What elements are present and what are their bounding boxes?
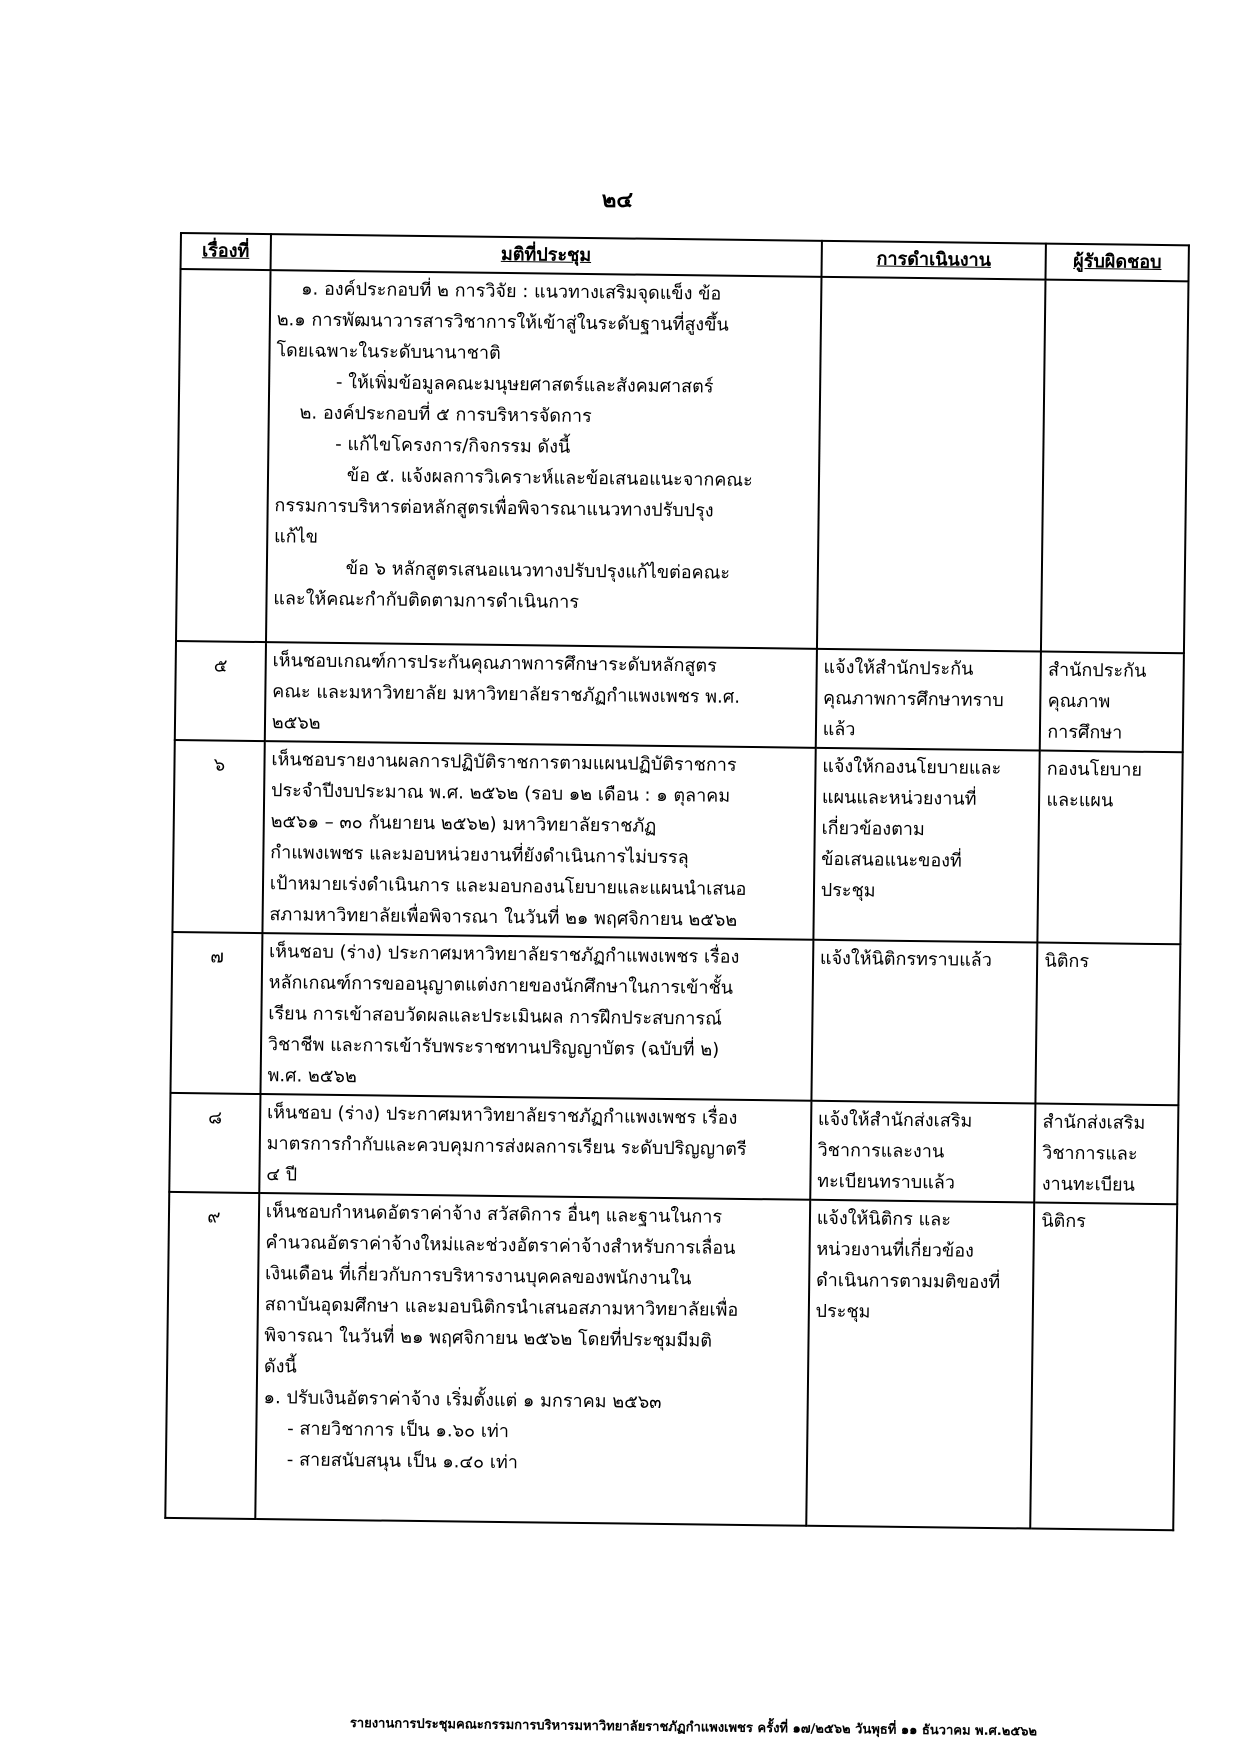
text-line: ประชุม [820,879,876,902]
cell-responsible [1035,1104,1179,1205]
text-line: ๒. องค์ประกอบที่ ๕ การบริหารจัดการ [299,402,592,428]
text-line: วิชาชีพ และการเข้ารับพระราชทานปริญญาบัตร (ฉบับที่ ๒) [267,1034,720,1061]
cell-responsible [1036,943,1181,1106]
text-line: แล้ว [822,718,856,741]
text-line: ดำเนินการตามมติของที่ [815,1269,1001,1294]
text-line: - สายวิชาการ เป็น ๑.๖๐ เท่า [287,1418,510,1443]
text-line: แจ้งให้กองนโยบายและ [822,755,1002,780]
text-line: หน่วยงานที่เกี่ยวข้อง [816,1238,975,1262]
table-row-7 [170,932,1180,1105]
text-line: ๔ ปี [266,1164,298,1186]
text-line: คณะ และมหาวิทยาลัย มหาวิทยาลัยราชภัฏกำแพงเพชร พ.ศ. [272,681,741,708]
cell-no: ๖ [172,740,264,933]
text-line: นิติกร [1041,1210,1087,1233]
text-line: เงินเดือน ที่เกี่ยวกับการบริหารงานบุคคลของพนักงานใน [264,1263,692,1290]
text-line: เห็นชอบรายงานผลการปฏิบัติราชการตามแผนปฏิบัติราชการ [271,749,737,776]
text-line: ประชุม [815,1300,871,1323]
cell-no: ๕ [175,641,266,741]
text-line: สำนักประกัน [1047,659,1147,682]
cell-responsible [1040,652,1184,753]
table-row-8 [169,1093,1178,1204]
header-responsible: ผู้รับผิดชอบ [1046,244,1189,282]
text-line: เรียน การเข้าสอบวัดผลและประเมินผล การฝึกประสบการณ์ [268,1003,722,1030]
text-line: แผนและหน่วยงานที่ [821,786,977,810]
cell-no: ๗ [170,932,262,1094]
text-line: แจ้งให้นิติกร และ [816,1207,952,1231]
text-line: เห็นชอบ (ร่าง) ประกาศมหาวิทยาลัยราชภัฏกำแพงเพชร เรื่อง [266,1102,738,1129]
text-line: - แก้ไขโครงการ/กิจกรรม ดังนี้ [335,433,571,458]
text-line: แจ้งให้สำนักประกัน [823,656,974,680]
text-line: แจ้งให้นิติกรทราบแล้ว [819,947,993,971]
text-line: คุณภาพการศึกษาทราบ [822,687,1004,712]
text-line: แจ้งให้สำนักส่งเสริม [817,1108,973,1132]
cell-resolution [255,1193,810,1526]
cell-resolution [259,1094,811,1200]
table-row-6 [172,740,1182,944]
text-line: หลักเกณฑ์การขออนุญาตแต่งกายของนักศึกษาในการเข้าชั้น [268,972,734,999]
text-line: เกี่ยวข้องตาม [821,817,925,841]
text-line: ๑. ปรับเงินอัตราค่าจ้าง เริ่มตั้งแต่ ๑ มกราคม ๒๕๖๓ [263,1387,662,1413]
text-line: ๑. องค์ประกอบที่ ๒ การวิจัย : แนวทางเสริมจุดแข็ง ข้อ [301,278,722,305]
page-number: ๒๔ [601,188,634,213]
text-line: สภามหาวิทยาลัยเพื่อพิจารณา ในวันที่ ๒๑ พฤศจิกายน ๒๕๖๒ [269,904,738,931]
text-line: - ให้เพิ่มข้อมูลคณะมนุษยศาสตร์และสังคมศาสตร์ [335,371,714,398]
text-line: สถาบันอุดมศึกษา และมอบนิติกรนำเสนอสภามหาวิทยาลัยเพื่อ [264,1294,739,1321]
header-resolution: มติที่ประชุม [270,234,821,277]
text-line: และให้คณะกำกับติดตามการดำเนินการ [273,588,580,613]
cell-responsible [1041,280,1188,654]
text-line: วิชาการและ [1042,1142,1138,1165]
resolution-table [164,232,1190,1531]
text-line: มาตรการกำกับและควบคุมการส่งผลการเรียน ระดับปริญญาตรี [266,1133,747,1160]
text-line: สำนักส่งเสริม [1042,1111,1146,1134]
cell-no: ๙ [165,1192,259,1519]
text-line: ๒๕๖๒ [271,712,321,734]
cell-no [176,269,270,642]
text-line: ดังนี้ [263,1356,297,1378]
cell-resolution [265,642,817,748]
text-line: การศึกษา [1047,721,1123,744]
text-line: คุณภาพ [1047,690,1111,713]
text-line: กำแพงเพชร และมอบหน่วยงานที่ยังดำเนินการไม่บรรลุ [270,842,689,869]
cell-action [816,649,1042,751]
table-row-5 [175,641,1184,752]
text-line: และแผน [1046,789,1114,812]
text-line: คำนวณอัตราค่าจ้างใหม่และช่วงอัตราค่าจ้างสำหรับการเลื่อน [265,1232,736,1259]
header-action: การดำเนินงาน [821,241,1046,280]
text-line: พ.ศ. ๒๕๖๒ [267,1065,357,1088]
text-line: ข้อ ๕. แจ้งผลการวิเคราะห์และข้อเสนอแนะจากคณะ [346,465,753,492]
text-line: แก้ไข [273,526,319,548]
text-line: เห็นชอบกำหนดอัตราค่าจ้าง สวัสดิการ อื่นๆ และฐานในการ [265,1201,723,1228]
table-row-9 [165,1192,1177,1530]
text-line: ๒๕๖๑ – ๓๐ กันยายน ๒๕๖๒) มหาวิทยาลัยราชภัฏ [270,811,657,837]
text-line: เป้าหมายเร่งดำเนินการ และมอบกองนโยบายและแผนนำเสนอ [269,873,747,900]
text-line: ๒.๑ การพัฒนาวารสารวิชาการให้เข้าสู่ในระดับฐานที่สูงขึ้น [276,309,729,336]
text-line: นิติกร [1044,950,1090,973]
cell-action [811,940,1038,1104]
text-line: โดยเฉพาะในระดับนานาชาติ [276,340,501,364]
cell-resolution [262,741,815,940]
cell-no: ๘ [169,1093,260,1193]
header-no: เรื่องที่ [181,233,271,270]
text-line: กองนโยบาย [1046,758,1143,781]
text-line: ข้อเสนอแนะของที่ [821,848,962,872]
cell-resolution [266,270,821,649]
page-footer: รายงานการประชุมคณะกรรมการบริหารมหาวิทยาลัยราชภัฏกำแพงเพชร ครั้งที่ ๑๗/๒๕๖๒ วันพุธที่ ๑๑ ธันวาคม พ.ศ.๒๕๖๒ [349,1715,1038,1740]
text-line: กรรมการบริหารต่อหลักสูตรเพื่อพิจารณาแนวทางปรับปรุง [274,495,714,522]
text-line: เห็นชอบ (ร่าง) ประกาศมหาวิทยาลัยราชภัฏกำแพงเพชร เรื่อง [268,941,740,968]
text-line: ข้อ ๖ หลักสูตรเสนอแนวทางปรับปรุงแก้ไขต่อคณะ [345,558,731,584]
text-line: เห็นชอบเกณฑ์การประกันคุณภาพการศึกษาระดับหลักสูตร [272,650,717,677]
cell-action [806,1200,1035,1529]
text-line: พิจารณา ในวันที่ ๒๑ พฤศจิกายน ๒๕๖๒ โดยที่ประชุมมีมติ [264,1325,713,1352]
cell-action [813,748,1040,943]
cell-action [810,1101,1036,1203]
text-line: ประจำปีงบประมาณ พ.ศ. ๒๕๖๒ (รอบ ๑๒ เดือน : ๑ ตุลาคม [270,780,731,807]
cell-responsible [1038,751,1183,945]
text-line: งานทะเบียน [1041,1173,1136,1196]
text-line: - สายสนับสนุน เป็น ๑.๔๐ เท่า [286,1449,519,1474]
cell-action [817,277,1046,652]
table-row-continued [176,269,1188,653]
cell-resolution [260,933,813,1101]
text-line: ทะเบียนทราบแล้ว [817,1170,956,1194]
text-line: วิชาการและงาน [817,1139,945,1163]
cell-responsible [1031,1203,1178,1531]
